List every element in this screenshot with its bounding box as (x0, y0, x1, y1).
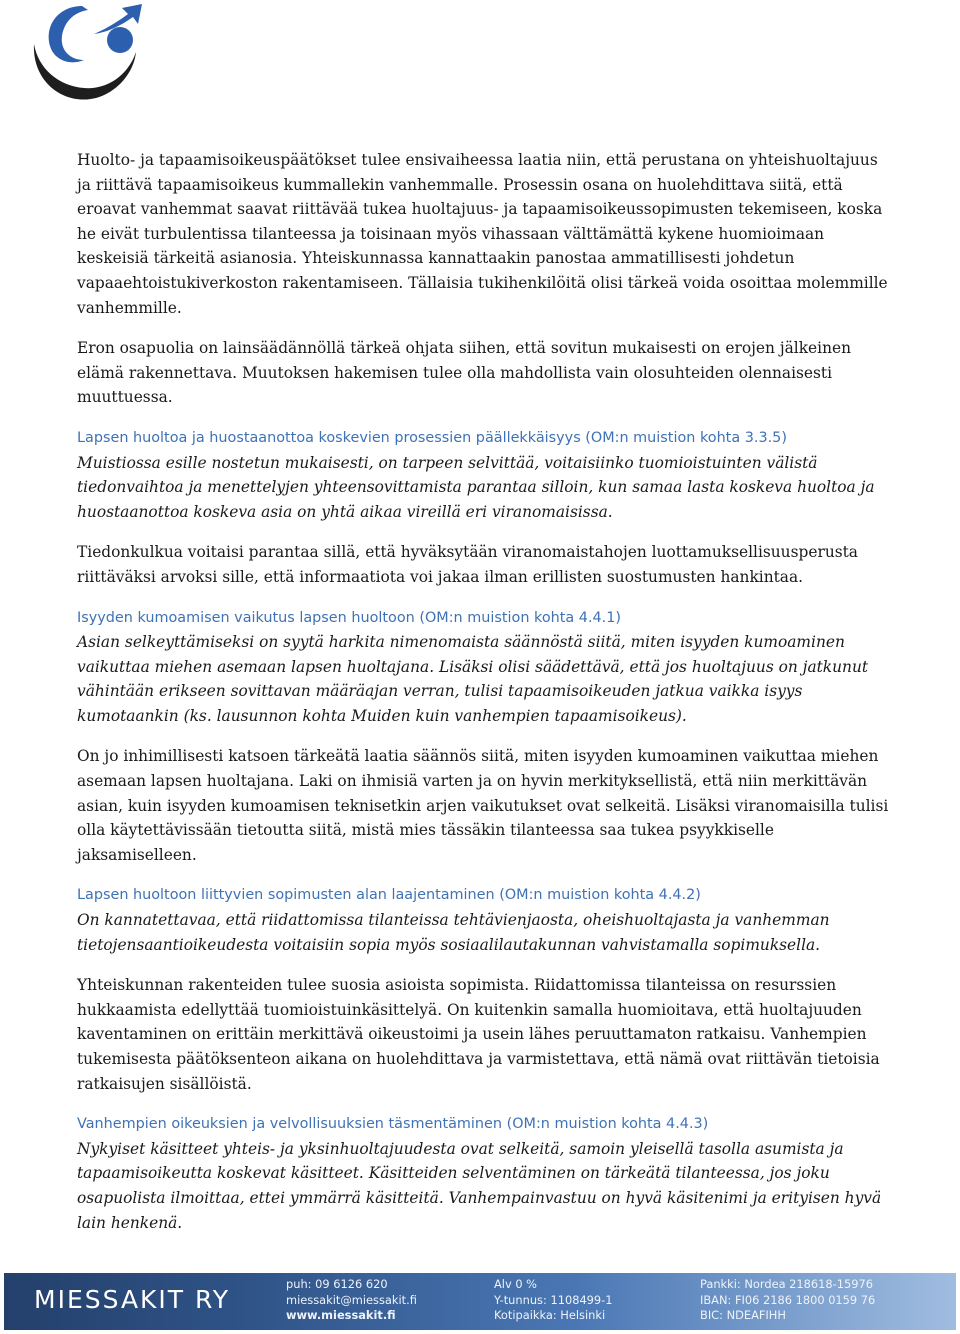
footer-bank-info (700, 1277, 875, 1324)
footer-contact (286, 1277, 417, 1324)
footer-business-id: Y-tunnus: 1108499-1 (494, 1292, 613, 1307)
memo-quote: Nykyiset käsitteet yhteis- ja yksinhuoltajuudesta ovat selkeitä, samoin yleisellä tasolla asumista ja tapaamisoikeutta koskevat käsitteet. Käsitteiden selventäminen on tärkeätä tilanteessa, jos joku osapuolista ilmoittaa, ettei ymmärrä käsitteitä. Vanhempainvastuu on hyvä käsitenimi ja erityisen hyvä lain henkenä. (77, 1139, 882, 1232)
paragraph: Huolto- ja tapaamisoikeuspäätökset tulee ensivaiheessa laatia niin, että perustana on yhteishuoltajuus ja riittävä tapaamisoikeus kummallekin vanhemmalle. Prosessin osana on huolehdittava siitä, että eroavat vanhemmat saavat riittävää tukea huoltajuus- ja tapaamisoikeussopimusten tekemiseen, koska he eivät turbulentissa tilanteessa ja toisinaan myös vihassaan välttämättä kykene huomioimaan keskeisiä tärkeitä asianosia. Yhteiskunnassa kannattaakin panostaa ammatillisesti johdetun vapaaehtoistukiverkoston rakentamiseen. Tällaisia tukihenkilöitä olisi tärkeä voida osoittaa molemmille vanhemmille. (77, 151, 888, 317)
memo-quote: Muistiossa esille nostetun mukaisesti, on tarpeen selvittää, voitaisiinko tuomioistuinten välistä tiedonvaihtoa ja menettelyjen yhteensovittamista parantaa silloin, kun samaa lasta koskeva huoltoa ja huostaanottoa koskeva asia on yhtä aikaa vireillä eri viranomaisissa. (77, 453, 875, 521)
letter-body (77, 148, 889, 1235)
footer-website[interactable]: www.miessakit.fi (286, 1308, 396, 1322)
footer-vat: Alv 0 % (494, 1277, 538, 1291)
paragraph: On jo inhimillisesti katsoen tärkeätä laatia säännös siitä, miten isyyden kumoaminen vaikuttaa miehen asemaan lapsen huoltajana. Laki on ihmisiä varten ja on hyvin merkityksellistä, että niin merkittävän asian, kuin isyyden kumoamisen teknisetkin arjen vaikutukset ovat selkeitä. Lisäksi viranomaisilla tulisi olla käytettävissään tietoutta siitä, mistä mies tässäkin tilanteessa saa tukea psyykkiselle jaksamiselleen. (77, 747, 889, 864)
section-heading: Isyyden kumoamisen vaikutus lapsen huoltoon (OM:n muistion kohta 4.4.1) (77, 609, 622, 626)
paragraph: Yhteiskunnan rakenteiden tulee suosia asioista sopimista. Riidattomissa tilanteissa on resurssien hukkaamista edellyttää tuomioistuinkäsittelyä. On kuitenkin samalla huomioitava, että huoltajuuden kaventaminen on erittäin merkittävä oikeustoimi ja usein lähes peruuttamaton ratkaisu. Vanhempien tukemisesta päätöksenteon aikana on huolehdittava ja varmistettava, että nämä ovat riittävän tietoisia ratkaisujen sisällöistä. (77, 976, 880, 1093)
footer-iban: IBAN: FI06 2186 1800 0159 76 (700, 1292, 876, 1307)
paragraph: Eron osapuolia on lainsäädännöllä tärkeä ohjata siihen, että sovitun mukaisesti on erojen jälkeinen elämä rakennettava. Muutoksen hakemisen tulee olla mahdollista vain olosuhteiden olennaisesti muuttuessa. (77, 339, 851, 407)
footer-phone: puh: 09 6126 620 (286, 1277, 388, 1291)
memo-quote: On kannatettavaa, että riidattomissa tilanteissa tehtävienjaosta, oheishuoltajasta ja vanhemman tietojensaantioikeudesta voitaisiin sopia myös sosiaalilautakunnan vahvistamalla sopimuksella. (77, 911, 830, 954)
section-heading: Lapsen huoltoon liittyvien sopimusten alan laajentaminen (OM:n muistion kohta 4.4.2) (77, 887, 701, 904)
memo-quote: Asian selkeyttämiseksi on syytä harkita nimenomaista säännöstä siitä, miten isyyden kumoaminen vaikuttaa miehen asemaan lapsen huoltajana. Lisäksi olisi säädettävä, että jos huoltajuus on jatkunut vähintään erikseen sovittavan määräajan verran, tulisi tapaamisoikeuden jatkua vaikka isyys kumotaankin (ks. lausunnon kohta Muiden kuin vanhempien tapaamisoikeus). (77, 633, 869, 725)
section-heading: Lapsen huoltoa ja huostaanottoa koskevien prosessien päällekkäisyys (OM:n muistion kohta 3.3.5) (77, 429, 787, 446)
footer-org-name: MIESSAKIT RY (34, 1285, 231, 1314)
footer-bank: Pankki: Nordea 218618-15976 (700, 1277, 874, 1291)
footer-company-info (494, 1277, 613, 1324)
footer-bic: BIC: NDEAFIHH (700, 1308, 786, 1322)
footer-domicile: Kotipaikka: Helsinki (494, 1308, 606, 1322)
footer-banner (4, 1273, 956, 1330)
miessakit-logo-icon (24, 2, 144, 120)
footer-email[interactable]: miessakit@miessakit.fi (286, 1292, 417, 1307)
paragraph: Tiedonkulkua voitaisi parantaa sillä, että hyväksytään viranomaistahojen luottamuksellisuusperusta riittäväksi arvoksi sille, että informaatiota voi jakaa ilman erillisten suostumusten hankintaa. (77, 543, 858, 586)
section-heading: Vanhempien oikeuksien ja velvollisuuksien täsmentäminen (OM:n muistion kohta 4.4.3) (77, 1116, 709, 1133)
